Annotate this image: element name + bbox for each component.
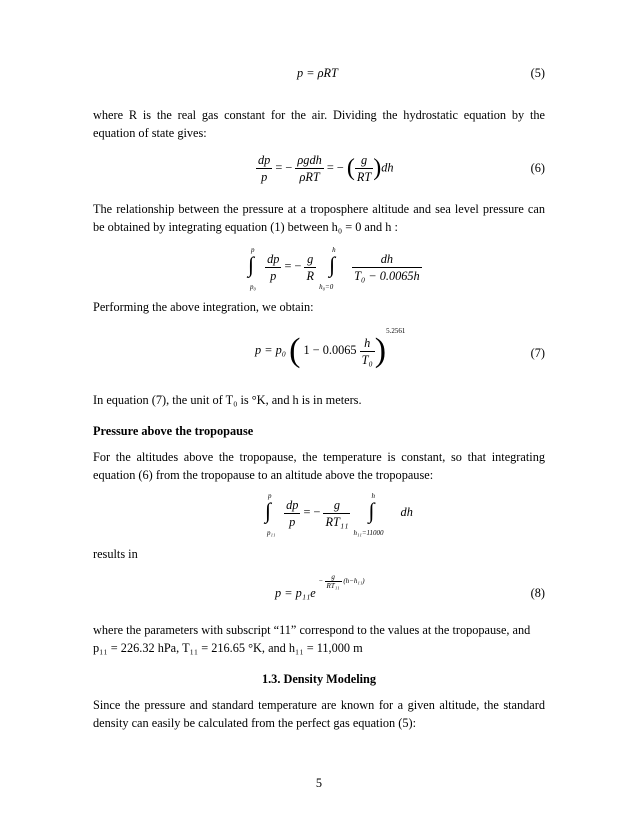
equation-8 (275, 572, 365, 600)
equation-8-number: (8) (530, 586, 545, 600)
paragraph-2: The relationship between the pressure at a troposphere altitude and sea level pressure can be obtained by integrating equation (1) between h₀ = 0 and h : (93, 202, 545, 234)
int2-tail: dh (400, 504, 413, 519)
eq7-lhs: p = p₀ (255, 342, 287, 357)
paragraph-8: Since the pressure and standard temperature are known for a given altitude, the standard density can easily be calculated from the perfect gas equation (5): (93, 698, 545, 730)
int1-mid: = − (284, 258, 302, 273)
integral-1-sign: p ∫ p₀ (248, 246, 256, 291)
eq6-rparen: ) (373, 155, 382, 181)
page-number: 5 (315, 776, 323, 790)
section-heading-tropopause: Pressure above the tropopause (93, 424, 254, 438)
eq8-lhs: p = p₁₁e (275, 586, 316, 600)
eq7-inner: 1 − 0.0065 (303, 342, 357, 357)
paragraph-1: where R is the real gas constant for the air. Dividing the hydrostatic equation by the equation of state gives: (93, 108, 545, 140)
paragraph-3: Performing the above integration, we obtain: (93, 300, 314, 314)
equation-7 (255, 326, 406, 370)
eq6-minus2: = − (326, 160, 344, 175)
eq5-rhs: = ρRT (306, 66, 338, 80)
eq6-lparen: ( (346, 155, 355, 181)
equation-5-number: (5) (530, 66, 545, 80)
eq6-frac1: $\frac{dp}{p}$ (258, 153, 271, 184)
paragraph-7a: where the parameters with subscript “11” correspond to the values at the tropopause, and (93, 623, 531, 637)
eq6-minus1: = − (275, 160, 293, 175)
integral-equation-1 (248, 246, 422, 291)
paragraph-5: For the altitudes above the tropopause, the temperature is constant, so that integrating equation (6) from the tropopause to an altitude above the tropopause: (93, 450, 545, 482)
eq7-lparen: ( (289, 332, 301, 369)
equation-7-number: (7) (530, 346, 545, 360)
eq7-frac: $\frac{h}{\text{T₀}}$ (361, 335, 373, 367)
int2-mid: = − (303, 504, 321, 519)
equation-6-number: (6) (530, 161, 545, 175)
int1-frac1: $\frac{dp}{p}$ (267, 251, 280, 283)
eq5-lhs: p (297, 66, 304, 80)
eq8-exponent: − $\frac{g}{\text{RT₁₁}}$ (h−h₁₁) (318, 572, 365, 590)
int2-frac2: $\frac{g}{\text{RT₁₁}}$ (325, 497, 349, 529)
integral-equation-2 (265, 492, 413, 537)
equation-5 (297, 66, 338, 81)
int1-frac3: $\frac{dh}{\text{T₀ − 0.0065h}}$ (354, 251, 420, 283)
integral-3-sign: p ∫ p₁₁ (265, 492, 276, 537)
eq6-frac3: $\frac{g}{RT}$ (356, 153, 372, 184)
section-heading-density: 1.3. Density Modeling (261, 672, 377, 686)
int1-frac2: $\frac{g}{R}$ (306, 251, 314, 283)
paragraph-6: results in (93, 547, 138, 561)
equation-6 (256, 152, 394, 185)
paragraph-7b: p₁₁ = 226.32 hPa, T₁₁ = 216.65 °K, and h₁₁ = 11,000 m (93, 641, 363, 655)
integral-2-sign: h ∫ h₀=0 (319, 246, 336, 291)
eq6-tail: dh (381, 160, 394, 175)
eq6-frac2: $\frac{\text{ρgdh}}{\text{ρRT}}$ (297, 153, 322, 184)
eq7-rparen: ) (374, 332, 387, 369)
eq7-exponent: 5.2561 (386, 326, 406, 335)
integral-4-sign: h ∫ h₁₁=11000 (353, 492, 384, 537)
paragraph-4: In equation (7), the unit of T₀ is °K, and h is in meters. (93, 393, 362, 407)
int2-frac1: $\frac{dp}{p}$ (286, 497, 299, 529)
